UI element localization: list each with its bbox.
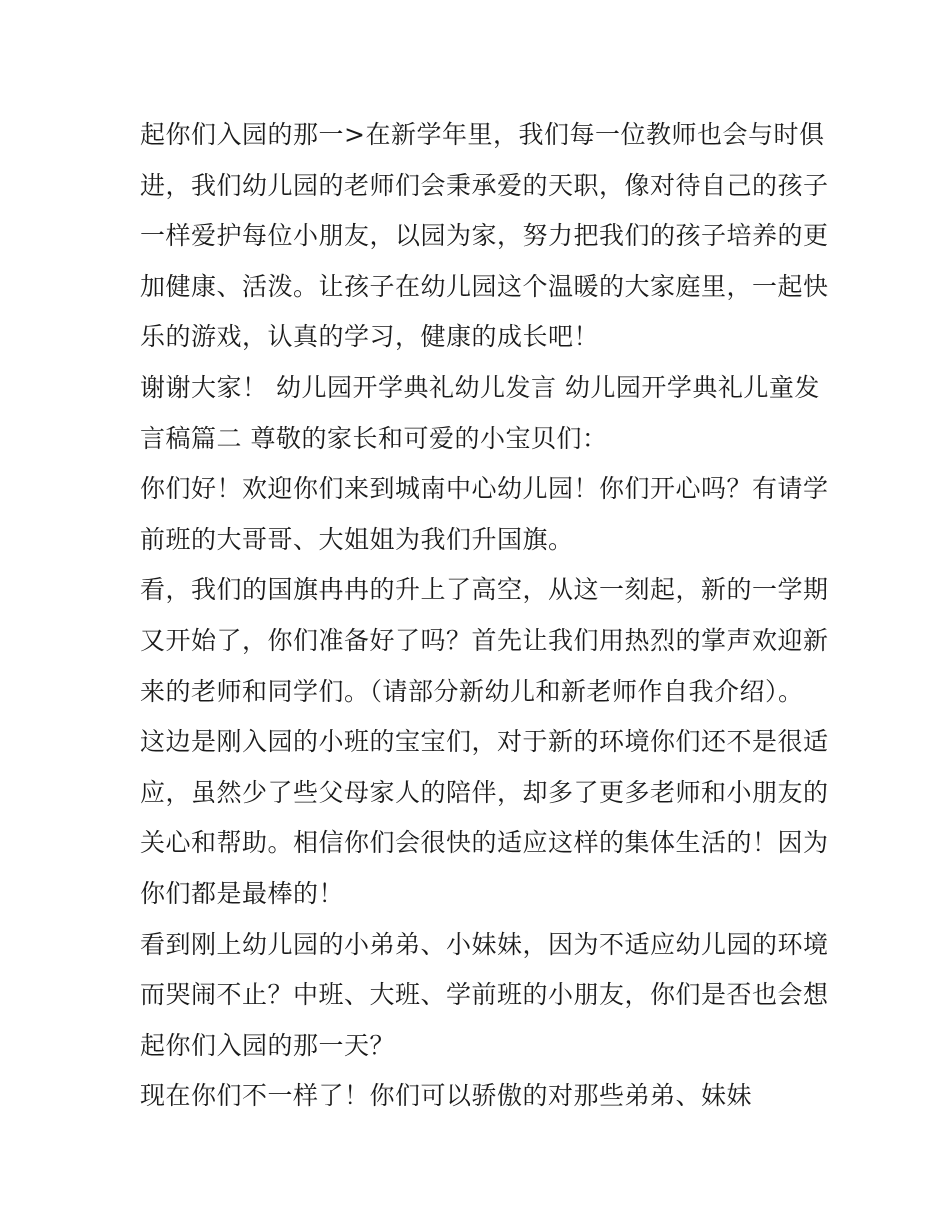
text-line: 你们都是最棒的！ — [140, 878, 345, 908]
text-line: 现在你们不一样了！你们可以骄傲的对那些弟弟、妹妹 — [140, 1081, 753, 1111]
text-line: 来的老师和同学们。（请部分新幼儿和新老师作自我介绍）。 — [140, 676, 804, 706]
text-line: 关心和帮助。相信你们会很快的适应这样的集体生活的！因为 — [140, 828, 829, 858]
text-line: 起你们入园的那一天？ — [140, 1030, 396, 1060]
text-line: 前班的大哥哥、大姐姐为我们升国旗。 — [140, 524, 574, 554]
text-line: 又开始了，你们准备好了吗？首先让我们用热烈的掌声欢迎新 — [140, 625, 829, 655]
text-line: 应，虽然少了些父母家人的陪伴，却多了更多老师和小朋友的 — [140, 777, 829, 807]
text-line: 而哭闹不止？中班、大班、学前班的小朋友，你们是否也会想 — [140, 980, 829, 1010]
text-line: 一样爱护每位小朋友，以园为家，努力把我们的孩子培养的更 — [140, 221, 829, 251]
text-line: 这边是刚入园的小班的宝宝们，对于新的环境你们还不是很适 — [140, 727, 829, 757]
text-line: 看，我们的国旗冉冉的升上了高空，从这一刻起，新的一学期 — [140, 575, 829, 605]
text-line: 加健康、活泼。让孩子在幼儿园这个温暖的大家庭里，一起快 — [140, 271, 829, 301]
text-line: 看到刚上幼儿园的小弟弟、小妹妹，因为不适应幼儿园的环境 — [140, 929, 829, 959]
text-line: 进，我们幼儿园的老师们会秉承爱的天职，像对待自己的孩子 — [140, 170, 829, 200]
text-line: 言稿篇二 尊敬的家长和可爱的小宝贝们： — [140, 423, 608, 453]
text-line: 你们好！欢迎你们来到城南中心幼儿园！你们开心吗？有请学 — [140, 474, 829, 504]
text-line: 乐的游戏，认真的学习，健康的成长吧！ — [140, 322, 600, 352]
text-line: 起你们入园的那一>在新学年里，我们每一位教师也会与时俱 — [140, 120, 825, 149]
text-line: 谢谢大家！ 幼儿园开学典礼幼儿发言 幼儿园开学典礼儿童发 — [140, 372, 820, 402]
body-text — [140, 110, 829, 1122]
